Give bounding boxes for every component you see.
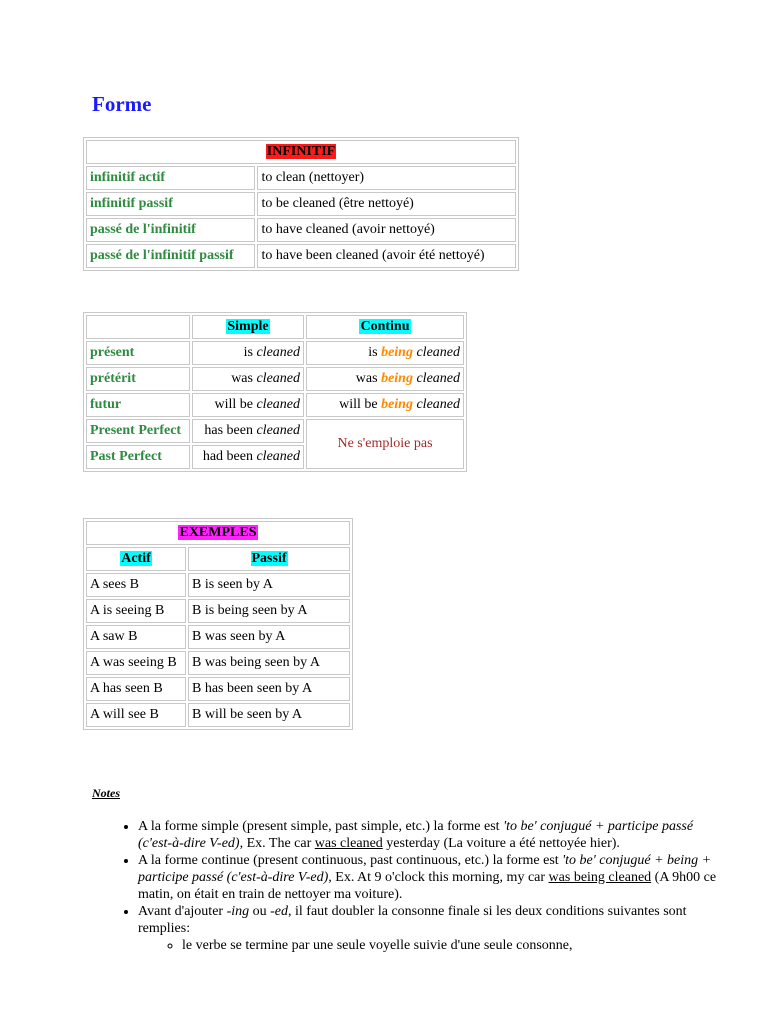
being-text: being [381,371,413,386]
verb-text: cleaned [256,397,300,412]
verb-text: cleaned [416,345,460,360]
infinitif-value: to have been cleaned (avoir été nettoyé) [257,244,516,268]
infinitif-value: to be cleaned (être nettoyé) [257,192,516,216]
infinitif-label: infinitif passif [86,192,255,216]
note-formula: 'to be' conjugué + participe passé (c'est-à-dire V-ed) [138,819,694,851]
tense-label: Present Perfect [86,419,190,443]
table-row [86,218,516,242]
aux-text: was [231,371,253,386]
aux-text: will be [214,397,253,412]
passif-header-cell [188,547,350,571]
tenses-table [83,312,467,472]
aux-text: has been [204,423,253,438]
simple-form [192,393,304,417]
table-row [86,341,464,365]
continu-form [306,393,464,417]
table-row [86,393,464,417]
aux-text: will be [339,397,378,412]
table-row [86,166,516,190]
not-used-cell: Ne s'emploie pas [306,419,464,469]
exemples-header-cell [86,521,350,545]
verb-text: cleaned [256,371,300,386]
note-text: ou [249,904,271,919]
verb-text: cleaned [256,423,300,438]
passif-header: Passif [251,551,287,566]
empty-header-cell [86,315,190,339]
actif-header: Actif [121,551,151,566]
actif-cell: A has seen B [86,677,186,701]
note-text: A la forme simple (present simple, past simple, etc.) la forme est [138,819,504,834]
continu-header: Continu [360,319,410,334]
tense-label: prétérit [86,367,190,391]
table-row [86,419,464,443]
tense-label: présent [86,341,190,365]
continu-header-cell [306,315,464,339]
passif-cell: B is seen by A [188,573,350,597]
simple-header-cell [192,315,304,339]
list-item [138,852,718,903]
table-row [86,625,350,649]
note-text: A la forme continue (present continuous, past continuous, etc.) la forme est [138,853,563,868]
sub-list [138,937,718,954]
note-suffix: -ed [270,904,289,919]
table-row [86,244,516,268]
passif-cell: B will be seen by A [188,703,350,727]
being-text: being [381,345,413,360]
actif-cell: A saw B [86,625,186,649]
table-row [86,703,350,727]
aux-text: was [355,371,378,386]
simple-header: Simple [227,319,269,334]
note-text: yesterday (La voiture a été nettoyée hier). [382,836,620,851]
aux-text: is [243,345,253,360]
verb-text: cleaned [416,371,460,386]
tense-label: futur [86,393,190,417]
table-row [86,573,350,597]
actif-header-cell [86,547,186,571]
exemples-header: EXEMPLES [179,525,257,540]
table-row [86,367,464,391]
infinitif-table [83,137,519,271]
actif-cell: A will see B [86,703,186,727]
being-text: being [381,397,413,412]
infinitif-label: passé de l'infinitif passif [86,244,255,268]
simple-form [192,445,304,469]
table-row [86,677,350,701]
infinitif-label: infinitif actif [86,166,255,190]
verb-text: cleaned [256,345,300,360]
note-text: , Ex. The car [239,836,315,851]
notes-list [92,818,718,954]
page-title: Forme [92,92,152,116]
list-item [138,903,718,954]
aux-text: is [368,345,378,360]
note-text: , il faut doubler la consonne finale si les deux conditions suivantes sont remplies: [138,904,687,936]
tense-label: Past Perfect [86,445,190,469]
table-row [86,651,350,675]
note-text: (A 9h00 ce matin, on était en train de nettoyer ma voiture). [138,870,717,902]
actif-cell: A was seeing B [86,651,186,675]
passif-cell: B has been seen by A [188,677,350,701]
passif-cell: B was being seen by A [188,651,350,675]
table-row [86,599,350,623]
infinitif-value: to have cleaned (avoir nettoyé) [257,218,516,242]
simple-form [192,419,304,443]
note-formula: 'to be' conjugué + being + participe passé (c'est-à-dire V-ed) [138,853,712,885]
continu-form [306,367,464,391]
infinitif-value: to clean (nettoyer) [257,166,516,190]
passif-cell: B was seen by A [188,625,350,649]
note-example: was cleaned [314,836,383,851]
note-text: , Ex. At 9 o'clock this morning, my car [328,870,549,885]
note-suffix: -ing [226,904,250,919]
continu-form [306,341,464,365]
passif-cell: B is being seen by A [188,599,350,623]
aux-text: had been [202,449,253,464]
sub-list-item: ◦ le verbe se termine par une seule voyelle suivie d'une seule consonne, [182,937,718,954]
simple-form [192,367,304,391]
verb-text: cleaned [256,449,300,464]
actif-cell: A sees B [86,573,186,597]
simple-form [192,341,304,365]
notes-heading: Notes [92,786,120,800]
exemples-table [83,518,353,730]
infinitif-header: INFINITIF [266,144,336,159]
table-row [86,192,516,216]
infinitif-label: passé de l'infinitif [86,218,255,242]
infinitif-header-cell [86,140,516,164]
note-text: Avant d'ajouter [138,904,227,919]
list-item [138,818,718,852]
verb-text: cleaned [416,397,460,412]
note-example: was being cleaned [548,870,652,885]
actif-cell: A is seeing B [86,599,186,623]
